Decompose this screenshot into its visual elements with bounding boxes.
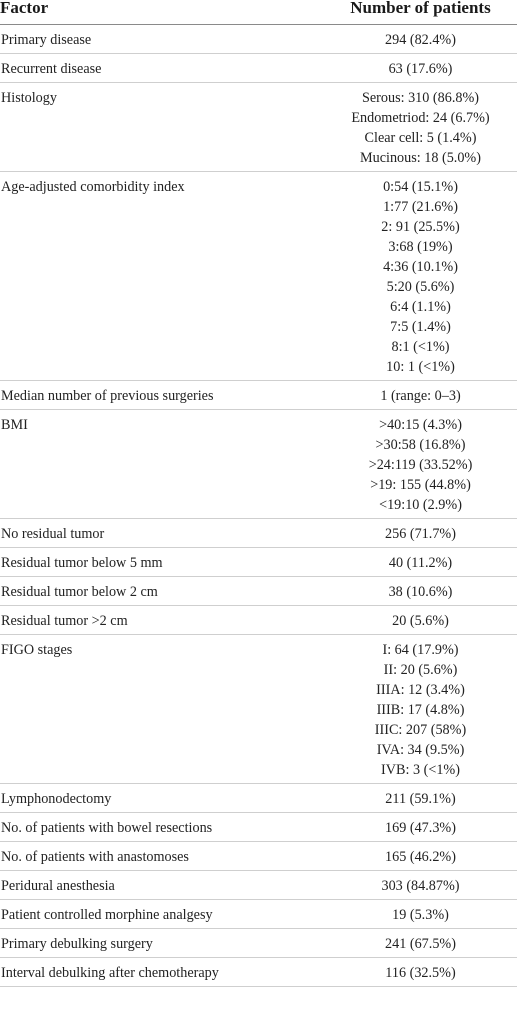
table-row xyxy=(0,929,517,958)
table-row xyxy=(0,871,517,900)
patients-value: 256 (71.7%) xyxy=(385,526,456,542)
patients-cell xyxy=(324,784,517,812)
patients-cell xyxy=(324,54,517,82)
patients-value: 6:4 (1.1%) xyxy=(390,299,451,315)
patients-value: IVA: 34 (9.5%) xyxy=(376,742,465,758)
patients-value: 241 (67.5%) xyxy=(385,936,456,952)
table-row xyxy=(0,842,517,871)
factor-cell: Interval debulking after chemotherapy xyxy=(1,965,219,981)
patients-value: 1:77 (21.6%) xyxy=(383,199,458,215)
factor-cell: Peridural anesthesia xyxy=(1,878,115,894)
patients-value: 20 (5.6%) xyxy=(392,613,449,629)
table-row xyxy=(0,606,517,635)
table-body xyxy=(0,25,517,987)
patients-value: IIIB: 17 (4.8%) xyxy=(376,702,465,718)
factor-cell: Age-adjusted comorbidity index xyxy=(1,179,185,195)
table-row xyxy=(0,172,517,381)
patients-value: >40:15 (4.3%) xyxy=(379,417,462,433)
patients-value: >19: 155 (44.8%) xyxy=(370,477,471,493)
patients-value: Endometriod: 24 (6.7%) xyxy=(351,110,490,126)
patients-cell xyxy=(324,871,517,899)
patients-value: 40 (11.2%) xyxy=(388,555,453,571)
patients-cell xyxy=(324,172,517,380)
table-row xyxy=(0,813,517,842)
table-row xyxy=(0,958,517,987)
factor-cell: Primary debulking surgery xyxy=(1,936,153,952)
patients-value: 4:36 (10.1%) xyxy=(383,259,458,275)
patients-value: I: 64 (17.9%) xyxy=(382,642,459,658)
table-row xyxy=(0,519,517,548)
patients-value: 165 (46.2%) xyxy=(385,849,456,865)
patients-value: 2: 91 (25.5%) xyxy=(381,219,460,235)
patients-value: 38 (10.6%) xyxy=(388,584,453,600)
patients-value: 5:20 (5.6%) xyxy=(386,279,455,295)
patients-cell xyxy=(324,635,517,783)
patients-cell xyxy=(324,25,517,53)
patients-cell xyxy=(324,813,517,841)
patients-value: 116 (32.5%) xyxy=(385,965,456,981)
table-row xyxy=(0,381,517,410)
patients-value: IIIC: 207 (58%) xyxy=(374,722,467,738)
patients-value: 8:1 (<1%) xyxy=(391,339,450,355)
patients-value: II: 20 (5.6%) xyxy=(383,662,458,678)
patients-cell xyxy=(324,606,517,634)
factor-cell: Residual tumor below 5 mm xyxy=(1,555,163,571)
patients-cell xyxy=(324,548,517,576)
patients-value: >30:58 (16.8%) xyxy=(375,437,466,453)
header-factor: Factor xyxy=(0,0,49,17)
table-row xyxy=(0,577,517,606)
factor-cell: Recurrent disease xyxy=(1,61,102,77)
patients-value: 7:5 (1.4%) xyxy=(390,319,451,335)
table-row xyxy=(0,83,517,172)
factor-cell: Patient controlled morphine analgesy xyxy=(1,907,213,923)
patients-value: 3:68 (19%) xyxy=(388,239,453,255)
patients-value: 0:54 (15.1%) xyxy=(383,179,458,195)
patients-value: <19:10 (2.9%) xyxy=(379,497,462,513)
patients-cell xyxy=(324,83,517,171)
table-row xyxy=(0,900,517,929)
factor-cell: No. of patients with anastomoses xyxy=(1,849,189,865)
patients-value: 19 (5.3%) xyxy=(392,907,449,923)
table-row xyxy=(0,635,517,784)
patients-value: IIIA: 12 (3.4%) xyxy=(376,682,465,698)
patients-value: Clear cell: 5 (1.4%) xyxy=(364,130,477,146)
patients-value: 169 (47.3%) xyxy=(385,820,456,836)
patients-cell xyxy=(324,410,517,518)
header-number-of-patients: Number of patients xyxy=(350,0,491,17)
patients-value: 211 (59.1%) xyxy=(385,791,456,807)
patients-value: 63 (17.6%) xyxy=(388,61,453,77)
patients-value: 1 (range: 0–3) xyxy=(380,388,461,404)
table-row xyxy=(0,25,517,54)
patients-cell xyxy=(324,929,517,957)
factor-cell: BMI xyxy=(1,417,28,433)
factor-cell: No residual tumor xyxy=(1,526,105,542)
patients-cell xyxy=(324,842,517,870)
table-row xyxy=(0,54,517,83)
patients-cell xyxy=(324,381,517,409)
factor-cell: FIGO stages xyxy=(1,642,73,658)
patients-value: 10: 1 (<1%) xyxy=(386,359,455,375)
factor-cell: Median number of previous surgeries xyxy=(1,388,214,404)
patients-value: Mucinous: 18 (5.0%) xyxy=(360,150,481,166)
patients-cell xyxy=(324,519,517,547)
factor-cell: Residual tumor below 2 cm xyxy=(1,584,158,600)
factor-cell: Lymphonodectomy xyxy=(1,791,112,807)
patients-cell xyxy=(324,958,517,986)
table-row xyxy=(0,548,517,577)
table-header xyxy=(0,0,517,25)
patients-value: IVB: 3 (<1%) xyxy=(381,762,460,778)
patients-cell xyxy=(324,900,517,928)
factor-cell: Primary disease xyxy=(1,32,92,48)
table-row xyxy=(0,410,517,519)
patients-value: 303 (84.87%) xyxy=(381,878,460,894)
factor-cell: Residual tumor >2 cm xyxy=(1,613,128,629)
table-row xyxy=(0,784,517,813)
factor-cell: No. of patients with bowel resections xyxy=(1,820,213,836)
factor-cell: Histology xyxy=(1,90,57,106)
patients-value: Serous: 310 (86.8%) xyxy=(361,90,480,106)
patients-value: >24:119 (33.52%) xyxy=(368,457,473,473)
patients-cell xyxy=(324,577,517,605)
patients-value: 294 (82.4%) xyxy=(385,32,456,48)
